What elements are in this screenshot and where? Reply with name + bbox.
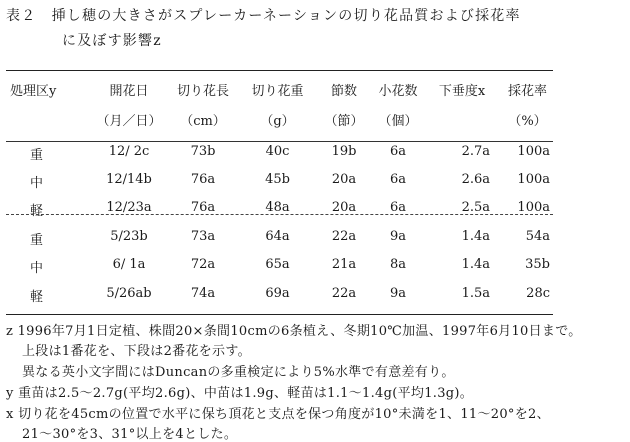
footnote-z: z 1996年7月1日定植、株間20×条間10cmの6条植え、冬期10℃加温、1997年6月10日まで。 <box>6 324 582 339</box>
footnote-x: x 切り花を45cmの位置で水平に保ち頂花と支点を保つ角度が10°未満を1、11～20°を2、 <box>6 407 550 422</box>
table-cell-treatment: 重 <box>30 233 44 248</box>
table-cell-nodes: 22a <box>331 229 357 244</box>
table-cell-droop: 2.6a <box>461 172 490 187</box>
header-treatment: 処理区y <box>10 84 57 99</box>
table-cell-treatment: 軽 <box>30 290 44 305</box>
table-cell-flowering-date: 5/23b <box>110 229 148 244</box>
table-cell-treatment: 中 <box>30 261 44 276</box>
table-cell-droop: 1.4a <box>461 229 490 244</box>
table-cell-flowering-date: 12/23a <box>106 200 152 215</box>
table-cell-stem-weight: 48a <box>265 200 290 215</box>
table-cell-nodes: 20a <box>331 172 357 187</box>
table-cell-stem-weight: 69a <box>265 286 290 301</box>
table-cell-stem-weight: 40c <box>265 144 290 159</box>
unit-stem-weight: （g） <box>260 114 295 129</box>
table-cell-harvest-rate: 28c <box>526 286 550 301</box>
table-cell-nodes: 21a <box>331 257 357 272</box>
table-cell-harvest-rate: 100a <box>517 172 550 187</box>
unit-florets: （個） <box>378 114 418 129</box>
table-cell-harvest-rate: 35b <box>525 257 550 272</box>
table-cell-stem-length: 74a <box>190 286 216 301</box>
footnote-z-line2: 上段は1番花を、下段は2番花を示す。 <box>22 344 251 359</box>
table-cell-stem-length: 76a <box>190 172 216 187</box>
footnote-y: y 重苗は2.5～2.7g(平均2.6g)、中苗は1.9g、軽苗は1.1～1.4g(平均1.3g)。 <box>6 386 474 401</box>
header-stem-length: 切り花長 <box>176 84 229 99</box>
table-cell-stem-length: 72a <box>190 257 216 272</box>
header-stem-weight: 切り花重 <box>251 84 304 99</box>
table-cell-florets: 9a <box>389 229 407 244</box>
table-title-line1: 表２ 挿し穂の大きさがスプレーカーネーションの切り花品質および採花率 <box>6 8 521 24</box>
header-nodes: 節数 <box>330 84 357 99</box>
unit-flowering-date: （月／日） <box>96 114 162 129</box>
table-cell-florets: 6a <box>389 172 407 187</box>
table-cell-florets: 6a <box>389 200 407 215</box>
table-cell-stem-length: 76a <box>190 200 216 215</box>
table-cell-harvest-rate: 54a <box>525 229 550 244</box>
table-bottom-rule <box>6 314 553 315</box>
table-cell-florets: 9a <box>389 286 407 301</box>
table-cell-flowering-date: 5/26ab <box>106 286 152 301</box>
header-flowering-date: 開花日 <box>109 84 149 99</box>
header-rule <box>6 141 553 142</box>
table-cell-florets: 8a <box>389 257 407 272</box>
table-cell-droop: 1.4a <box>461 257 490 272</box>
table-cell-stem-weight: 45b <box>265 172 290 187</box>
table-cell-harvest-rate: 100a <box>517 144 550 159</box>
table-cell-florets: 6a <box>389 144 407 159</box>
unit-harvest-rate: （%） <box>508 114 547 129</box>
table-cell-stem-length: 73b <box>190 144 216 159</box>
table-title-line2: に及ぼす影響z <box>62 33 162 49</box>
table-cell-flowering-date: 6/ 1a <box>112 257 146 272</box>
table-cell-treatment: 中 <box>30 176 44 191</box>
table-cell-nodes: 22a <box>331 286 357 301</box>
table-cell-nodes: 19b <box>331 144 357 159</box>
table-cell-droop: 2.5a <box>461 200 490 215</box>
footnote-x-line2: 21～30°を3、31°以上を4とした。 <box>22 427 238 442</box>
table-cell-stem-weight: 64a <box>265 229 290 244</box>
table-cell-stem-length: 73a <box>190 229 216 244</box>
unit-stem-length: （cm） <box>180 114 226 129</box>
table-cell-treatment: 重 <box>30 148 44 163</box>
table-cell-harvest-rate: 100a <box>517 200 550 215</box>
table-cell-droop: 2.7a <box>461 144 490 159</box>
table-cell-droop: 1.5a <box>461 286 490 301</box>
table-cell-flowering-date: 12/ 2c <box>108 144 150 159</box>
table-cell-nodes: 20a <box>331 200 357 215</box>
footnote-z-line3: 異なる英小文字間にはDuncanの多重検定により5%水準で有意差有り。 <box>22 365 455 380</box>
header-droop: 下垂度x <box>438 84 486 99</box>
table-top-rule <box>6 70 553 71</box>
table-cell-treatment: 軽 <box>30 204 44 219</box>
header-florets: 小花数 <box>378 84 418 99</box>
table-cell-stem-weight: 65a <box>265 257 290 272</box>
section-divider <box>6 214 553 215</box>
table-cell-flowering-date: 12/14b <box>106 172 152 187</box>
unit-nodes: （節） <box>324 114 364 129</box>
header-harvest-rate: 採花率 <box>507 84 547 99</box>
